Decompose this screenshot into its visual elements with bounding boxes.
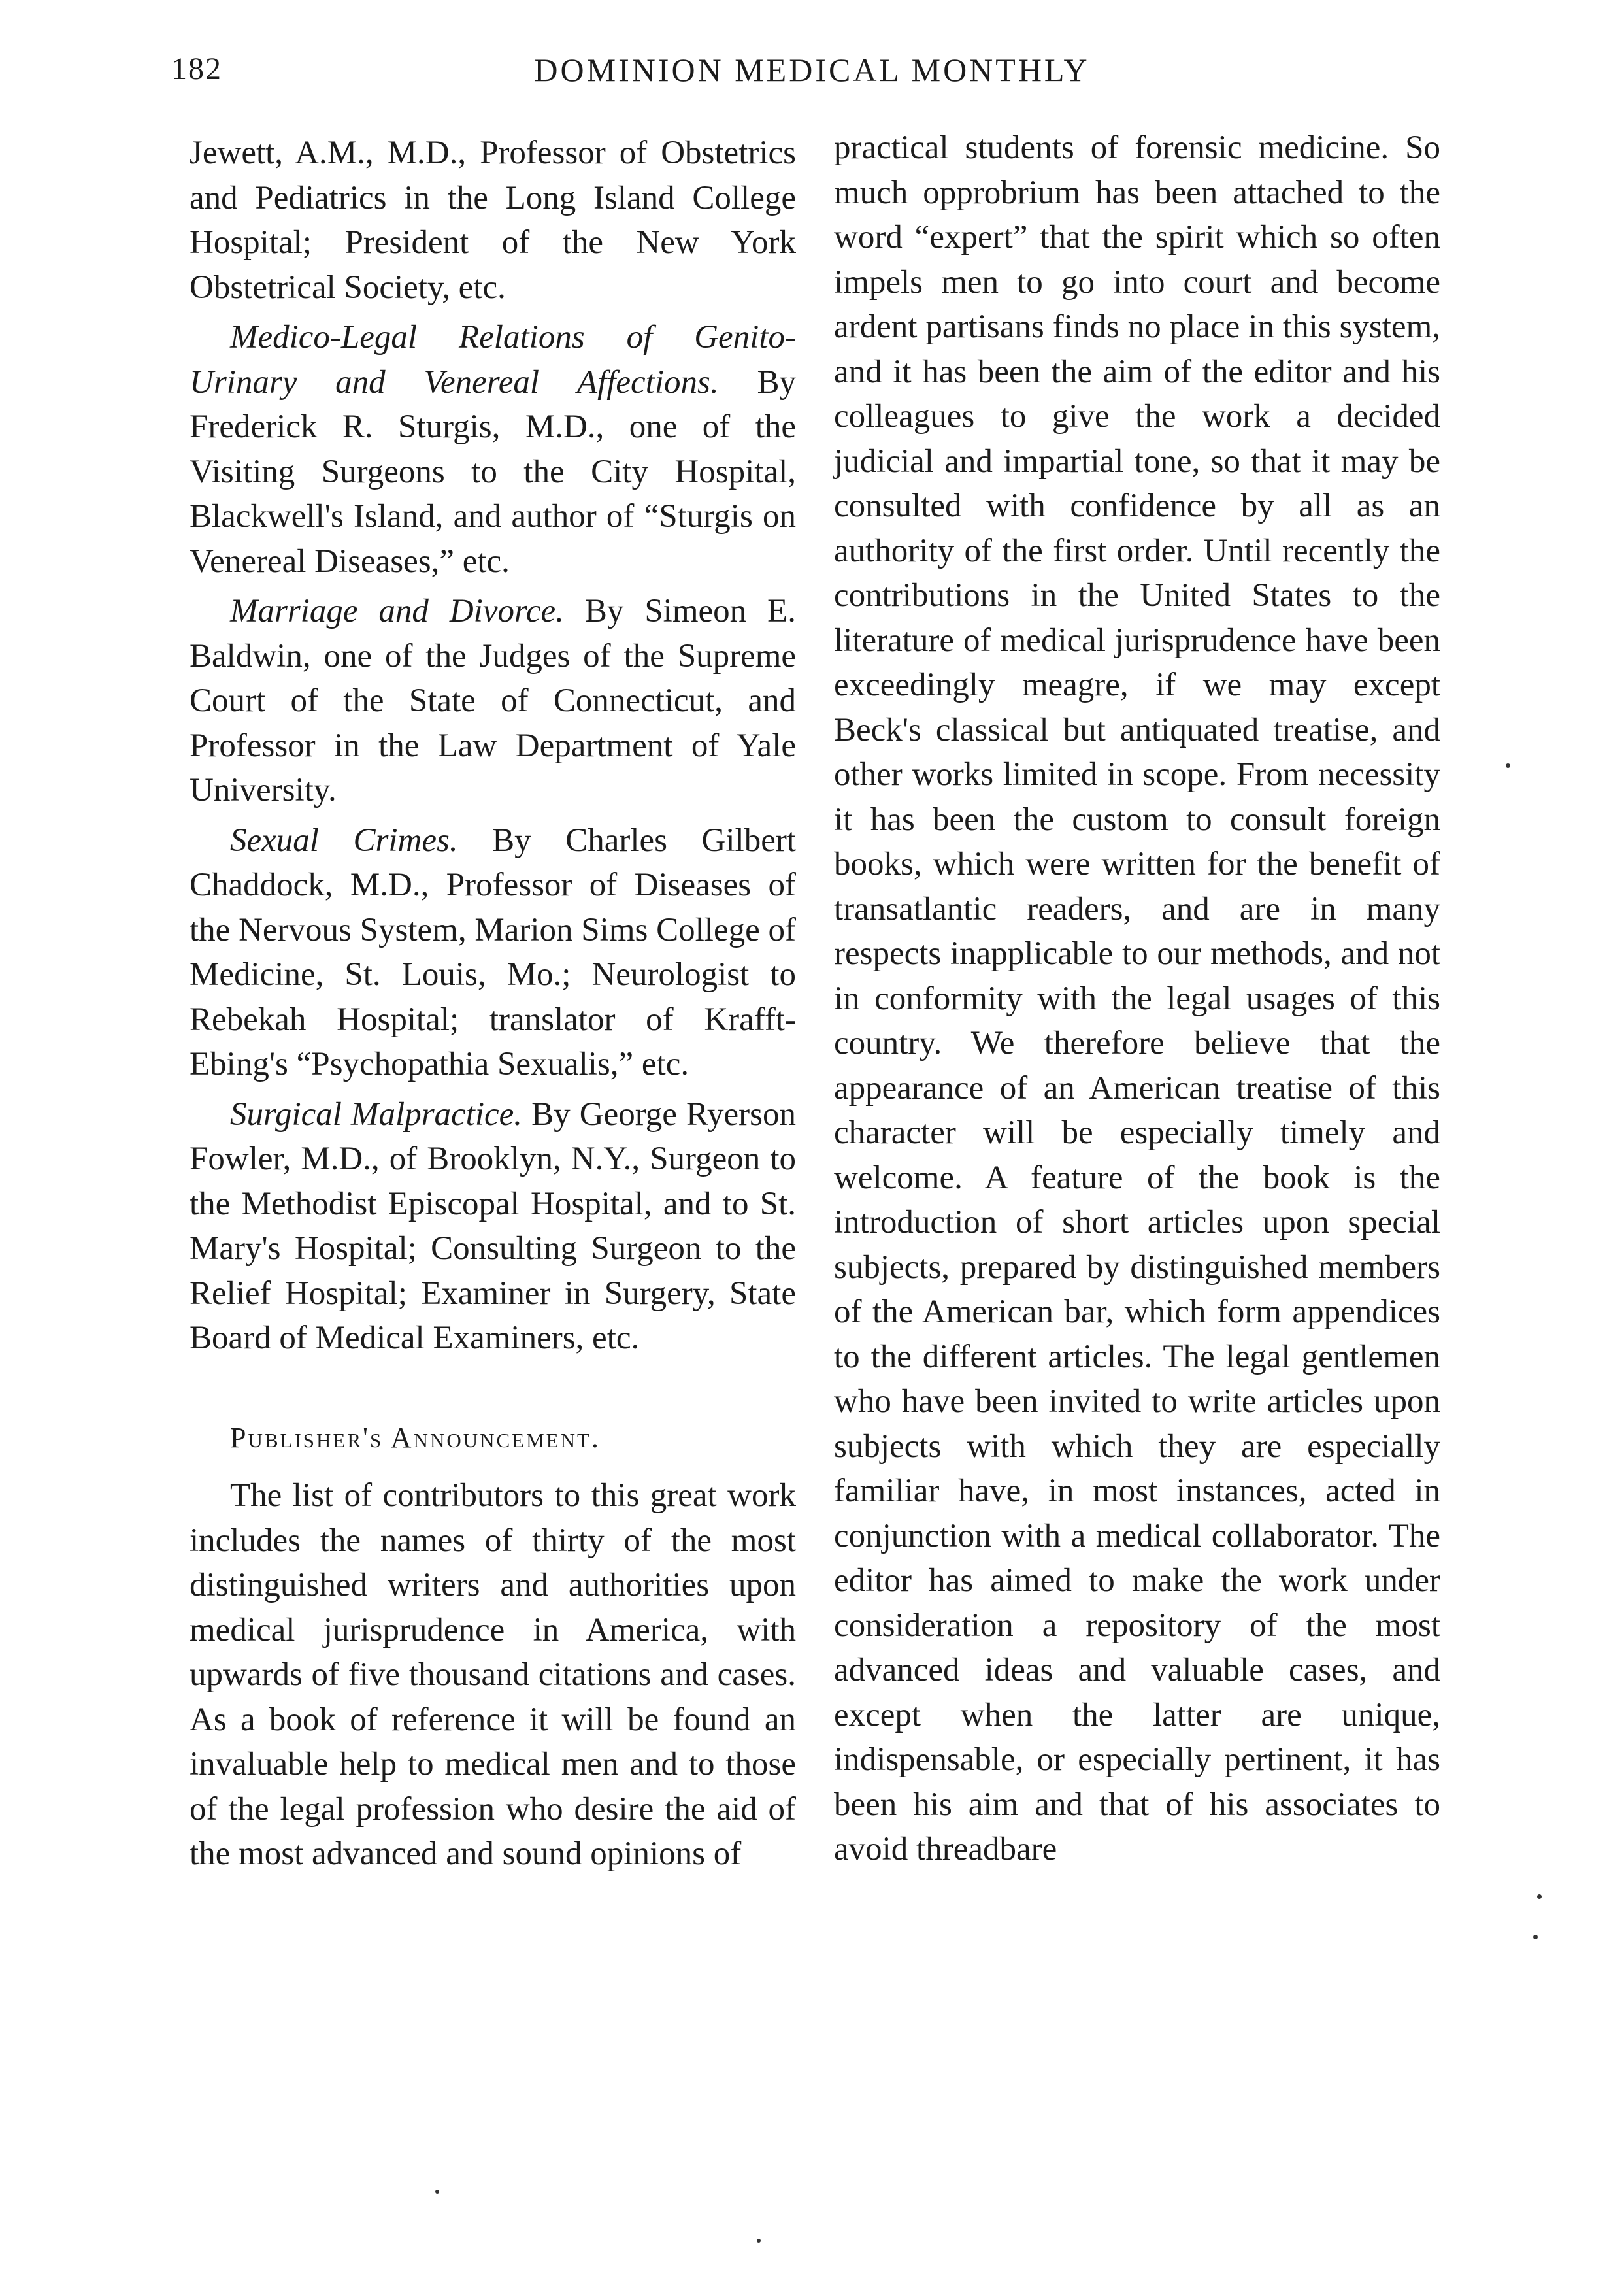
article-title: Surgical Malpractice. <box>230 1095 523 1133</box>
contributor-description: By Frederick R. Sturgis, M.D., one of the Visiting Surgeons to the City Hospital, Blackwell's Island, and author of “Sturgis on Venereal Diseases,” etc. <box>190 363 796 580</box>
continued-paragraph: practical students of forensic medicine. So much opprobrium has been attached to the word “expert” that the spirit which so often impels men to go into court and become ardent partisans finds no place in this system, and it has been the aim of the editor and his colleagues to give the work a decided judicial and impartial tone, so that it may be consulted with confidence by all as an authority of the first order. Until recently the contributions in the United States to the literature of medical jurisprudence have been exceedingly meagre, if we may except Beck's classical but antiquated treatise, and other works limited in scope. From necessity it has been the custom to consult foreign books, which were written for the benefit of transatlantic readers, and are in many respects inapplicable to our methods, and not in conformity with the legal usages of this country. We therefore believe that the appearance of an American treatise of this character will be especially timely and welcome. A feature of the book is the introduction of short articles upon special subjects, prepared by distinguished members of the American bar, which form appendices to the different articles. The legal gentlemen who have been invited to write articles upon subjects with which they are especially familiar have, in most instances, acted in conjunction with a medical collaborator. The editor has aimed to make the work under consideration a repository of the most advanced ideas and valuable cases, and except when the latter are unique, indispensable, or especially pertinent, it has been his aim and that of his associates to avoid threadbare <box>834 129 1440 1867</box>
contributor-entry <box>190 818 796 1087</box>
contributor-description: By George Ryerson Fowler, M.D., of Brooklyn, N.Y., Surgeon to the Methodist Episcopal Hospital, and to St. Mary's Hospital; Consulting Surgeon to the Relief Hospital; Examiner in Surgery, State Board of Medical Examiners, etc. <box>190 1095 796 1356</box>
announcement-paragraph: The list of contributors to this great work includes the names of thirty of the most distinguished writers and authorities upon medical jurisprudence in America, with upwards of five thousand citations and cases. As a book of reference it will be found an invaluable help to medical men and to those of the legal profession who desire the aid of the most advanced and sound opinions of <box>190 1477 796 1872</box>
contributor-description: By Charles Gilbert Chaddock, M.D., Professor of Diseases of the Nervous System, Marion Sims College of Medicine, St. Louis, Mo.; Neurologist to Rebekah Hospital; translator of Krafft-Ebing's “Psychopathia Sexualis,” etc. <box>190 822 796 1082</box>
scan-speck <box>757 2239 761 2243</box>
right-column <box>834 125 1440 1872</box>
page-number: 182 <box>171 52 222 86</box>
section-heading: Publisher's Announcement. <box>230 1421 601 1454</box>
article-title: Sexual Crimes. <box>230 822 458 859</box>
scan-speck <box>435 2190 439 2194</box>
contributor-entry <box>190 315 796 584</box>
left-column <box>190 125 796 1877</box>
contributor-entry <box>190 589 796 813</box>
scan-speck <box>1533 1935 1538 1939</box>
contributor-entry <box>190 1092 796 1361</box>
article-title: Marriage and Divorce. <box>230 593 564 629</box>
scan-speck <box>1537 1894 1542 1899</box>
scan-speck <box>1506 763 1510 768</box>
running-title: DOMINION MEDICAL MONTHLY <box>534 52 1090 88</box>
article-title: Medico-Legal Relations of Genito-Urinary and Venereal Affections. <box>190 319 796 401</box>
contributor-description: By Simeon E. Baldwin, one of the Judges of the Supreme Court of the State of Connecticut, and Professor in the Law Department of Yale University. <box>190 593 796 809</box>
contributor-entry-continued: Jewett, A.M., M.D., Professor of Obstetrics and Pediatrics in the Long Island College Hospital; President of the New York Obstetrical Society, etc. <box>190 135 796 306</box>
